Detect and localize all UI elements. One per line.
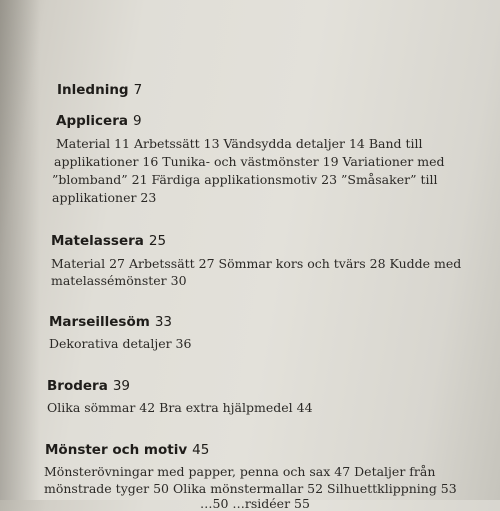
section-page-number: 33 bbox=[154, 314, 172, 330]
section-title: Inledning bbox=[57, 82, 129, 98]
toc-entry-line: ”blomband” 21 Färdiga applikationsmotiv 23 ”Småsaker” till bbox=[52, 172, 438, 187]
toc-entry-line: applikationer 23 bbox=[52, 190, 157, 205]
section-heading bbox=[57, 82, 142, 98]
section-heading bbox=[56, 113, 142, 129]
section-title: Applicera bbox=[56, 113, 128, 129]
toc-entry-line: Mönsterövningar med papper, penna och sax 47 Detaljer från bbox=[44, 464, 436, 479]
section-heading bbox=[49, 314, 172, 330]
section-title: Mönster och motiv bbox=[45, 442, 188, 458]
toc-entry-line: applikationer 16 Tunika- och västmönster 19 Variationer med bbox=[54, 154, 445, 169]
toc-entry-line: Dekorativa detaljer 36 bbox=[49, 336, 192, 351]
section-heading bbox=[47, 378, 130, 394]
toc-entry-line: mönstrade tyger 50 Olika mönstermallar 52 Silhuettklippning 53 bbox=[44, 481, 457, 496]
toc-entry-line: Material 11 Arbetssätt 13 Vändsydda detaljer 14 Band till bbox=[56, 136, 423, 151]
section-heading bbox=[51, 233, 166, 249]
section-page-number: 7 bbox=[133, 82, 143, 98]
section-page-number: 9 bbox=[132, 113, 142, 129]
toc-entry-line: Olika sömmar 42 Bra extra hjälpmedel 44 bbox=[47, 400, 313, 415]
toc-entry-line: matelassémönster 30 bbox=[51, 273, 187, 288]
section-title: Matelassera bbox=[51, 233, 144, 249]
section-title: Marseillesöm bbox=[49, 314, 150, 330]
section-page-number: 45 bbox=[192, 442, 210, 458]
toc-entry-line-cutoff: …50 …rsidéer 55 bbox=[200, 496, 310, 511]
section-heading bbox=[45, 442, 209, 458]
section-page-number: 25 bbox=[148, 233, 167, 249]
section-title: Brodera bbox=[47, 378, 108, 394]
section-page-number: 39 bbox=[112, 378, 130, 394]
toc-entry-line: Material 27 Arbetssätt 27 Sömmar kors och tvärs 28 Kudde med bbox=[51, 256, 462, 271]
